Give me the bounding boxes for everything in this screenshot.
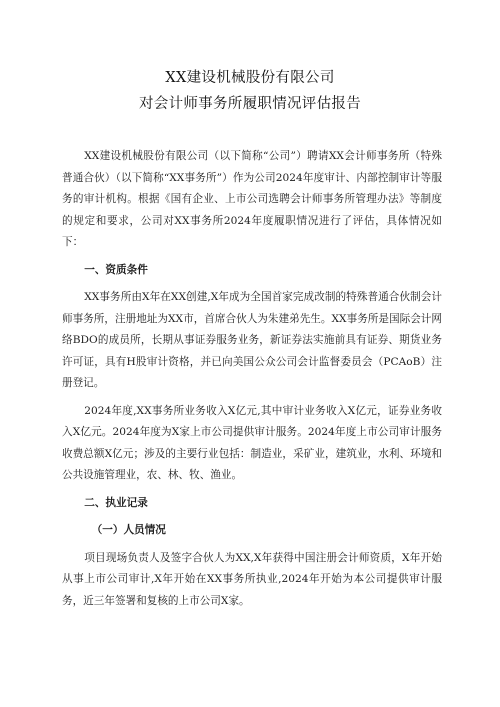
section-heading-qualifications: 一、资质条件 (84, 263, 148, 276)
section-heading-practice-record: 二、执业记录 (84, 496, 148, 509)
subsection-heading-personnel: （一）人员情况 (91, 524, 166, 536)
personnel-paragraph: 项目现场负责人及签字合伙人为XX,X年获得中国注册会计师资质，X年开始从事上市公司审计,X年开始在XX事务所执业,2024年开始为本公司提供审计服务，近三年签署和复核的上市公司X家。 (62, 551, 442, 607)
document-body (62, 146, 442, 618)
company-title: XX建设机械股份有限公司 (165, 70, 335, 86)
qualifications-paragraph-2: 2024年度,XX事务所业务收入X亿元,其中审计业务收入X亿元，证券业务收入X亿元。2024年度为X家上市公司提供审计服务。2024年度上市公司审计服务收费总额X亿元；涉及的主要行业包括：制造业，采矿业，建筑业，水利、环境和公共设施管理业，农、林、牧、渔业。 (62, 404, 442, 481)
intro-paragraph: XX建设机械股份有限公司（以下简称“公司”）聘请XX会计师事务所（特殊普通合伙）（以下简称“XX事务所”）作为公司2024年度审计、内部控制审计等服务的审计机构。根据《国有企业、上市公司选聘会计师事务所管理办法》等制度的规定和要求，公司对XX事务所2024年度履职情况进行了评估，具体情况如下： (62, 150, 442, 248)
report-title: 对会计师事务所履职情况评估报告 (139, 96, 361, 112)
qualifications-paragraph-1: XX事务所由X年在XX创建,X年成为全国首家完成改制的特殊普通合伙制会计师事务所，注册地址为XX市，首席合伙人为朱建弟先生。XX事务所是国际会计网络BDO的成员所，长期从事证券服务业务，新证券法实施前具有证券、期货业务许可证，具有H股审计资格，并已向美国公众公司会计监督委员会（PCAoB）注册登记。 (62, 291, 442, 389)
